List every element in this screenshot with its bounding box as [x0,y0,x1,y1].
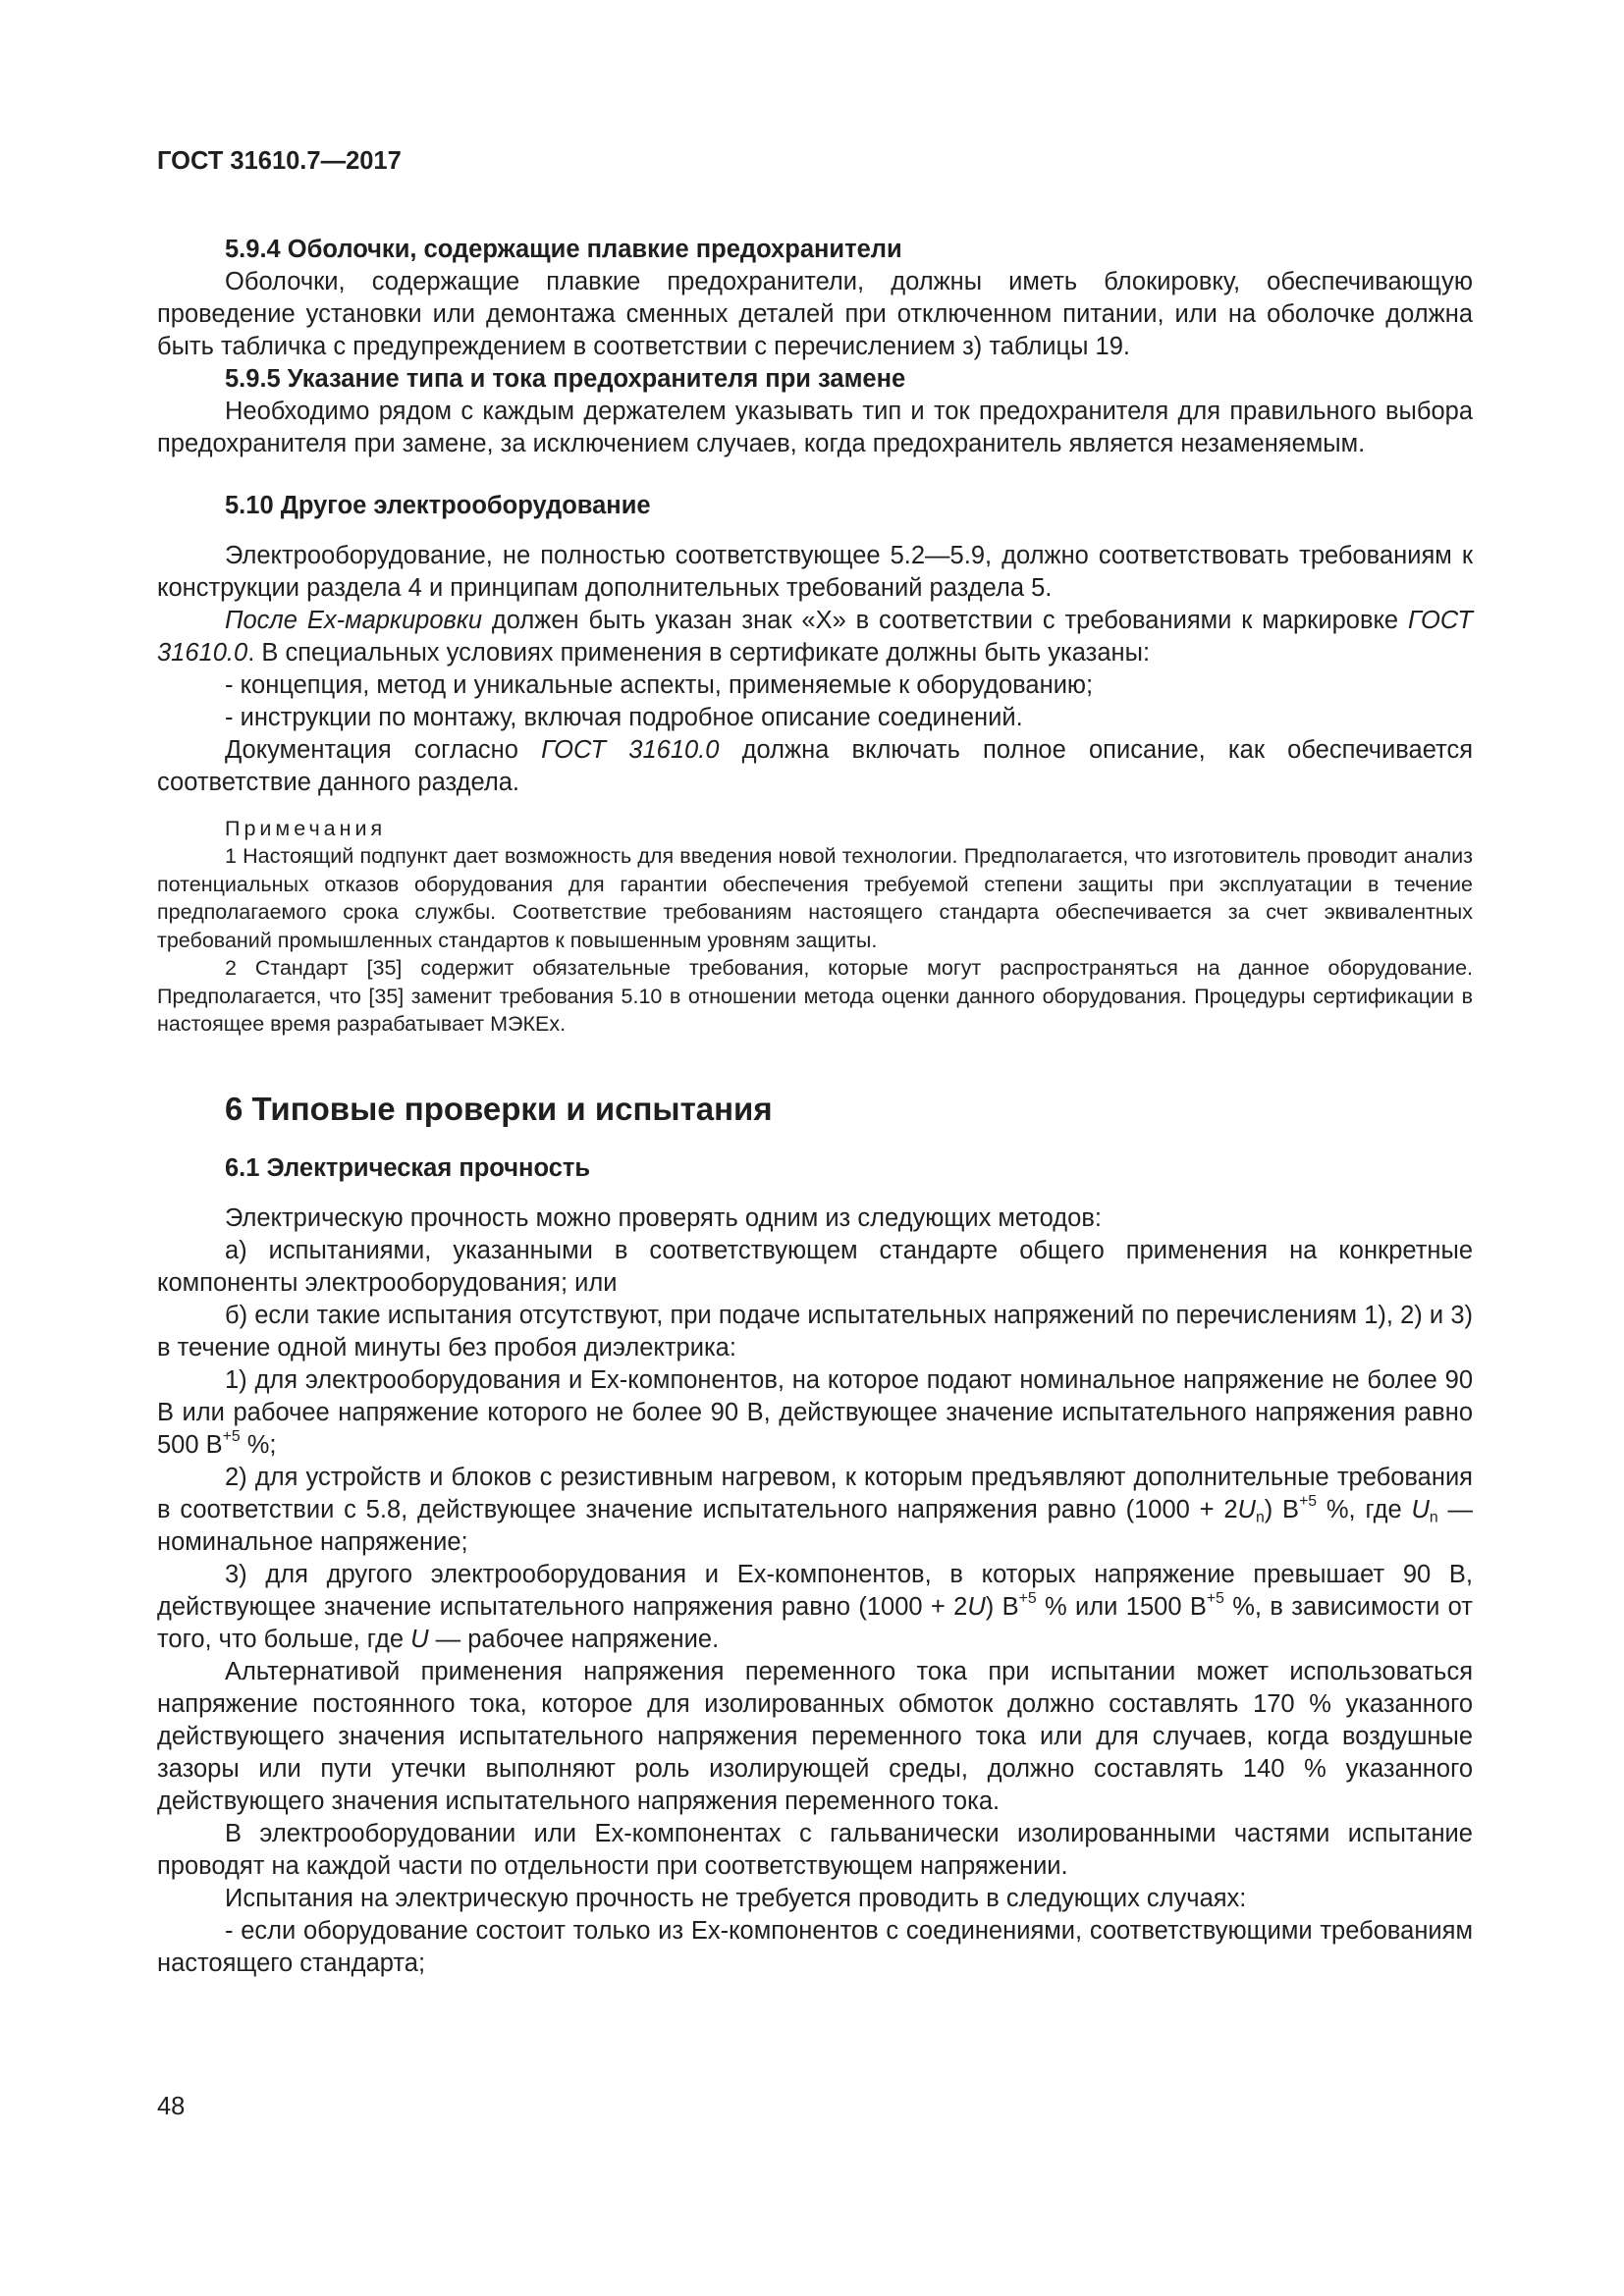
note-1: 1 Настоящий подпункт дает возможность для введения новой технологии. Предполагается, что изготовитель проводит анализ потенциальных отказов оборудования для гарантии обеспечения требуемой степени защиты при эксплуатации в течение предполагаемого срока службы. Соответствие требованиям настоящего стандарта обеспечивается за счет эквивалентных требований промышленных стандартов к повышенным уровням защиты. [157,844,1473,952]
text-span: ) В [985,1592,1019,1621]
section-5-9-5-heading: 5.9.5 Указание типа и тока предохранителя при замене [225,365,906,393]
text-span: — номинальное напряжение; [157,1495,1473,1556]
notes-heading: Примечания [225,817,387,840]
ex-marking-italic: После Ex-маркировки [225,607,483,634]
text-span: должен быть указан знак «X» в соответствии с требованиями к маркировке [482,607,1408,634]
section-5-9-5-paragraph: Необходимо рядом с каждым держателем указывать тип и ток предохранителя для правильного выбора предохранителя при замене, за исключением случаев, когда предохранитель является незаменяемым. [157,398,1473,457]
not-required-paragraph: Испытания на электрическую прочность не требуется проводить в следующих случаях: [225,1884,1247,1912]
gost-reference-italic: ГОСТ 31610.0 [157,607,1473,667]
text-span: . В специальных условиях применения в сертификате должны быть указаны: [247,639,1151,667]
section-6-1-paragraph-1: Электрическую прочность можно проверять одним из следующих методов: [225,1203,1102,1232]
note-2: 2 Стандарт [35] содержит обязательные требования, которые могут распространяться на данное оборудование. Предполагается, что [35] заменит требования 5.10 в отношении метода оценки данного оборудования. Процедуры сертификации в настоящее время разрабатывает МЭКЕх. [157,956,1473,1036]
text-span: ) В [1264,1495,1300,1523]
text-span: %; [240,1430,277,1459]
section-5-10-paragraph-3 [157,734,1473,799]
tolerance-sup: +5 [1206,1589,1224,1607]
method-b: б) если такие испытания отсутствуют, при подаче испытательных напряжений по перечислениям 1), 2) и 3) в течение одной минуты без пробоя диэлектрика: [157,1301,1473,1362]
method-b-item-3 [157,1559,1473,1656]
section-5-10-paragraph-2 [157,605,1473,669]
voltage-symbol: U [967,1592,986,1621]
section-5-9-4-paragraph: Оболочки, содержащие плавкие предохранители, должны иметь блокировку, обеспечивающую проведение установки или демонтажа сменных деталей при отключенном питании, или на оболочке должна быть табличка с предупреждением в соответствии с перечислением з) таблицы 19. [157,268,1473,360]
text-span: — рабочее напряжение. [428,1625,720,1653]
voltage-symbol: U [1237,1495,1256,1523]
method-b-item-1 [157,1364,1473,1462]
tolerance-sup: +5 [1018,1589,1037,1607]
galvanic-isolation-paragraph: В электрооборудовании или Ex-компонентах с гальванически изолированными частями испытание проводят на каждой части по отдельности при соответствующем напряжении. [157,1819,1473,1880]
document-code-header: ГОСТ 31610.7—2017 [157,147,402,175]
voltage-symbol: U [410,1625,429,1653]
method-a: а) испытаниями, указанными в соответствующем стандарте общего применения на конкретные компоненты электрооборудования; или [157,1236,1473,1297]
section-5-10-list-item-2: - инструкции по монтажу, включая подробное описание соединений. [225,704,1023,731]
voltage-subscript: n [1255,1509,1265,1526]
voltage-symbol: U [1411,1495,1430,1523]
page-content [157,145,1473,1980]
tolerance-sup: +5 [1299,1492,1318,1510]
section-5-10-paragraph-1: Электрооборудование, не полностью соответствующее 5.2—5.9, должно соответствовать требованиям к конструкции раздела 4 и принципам дополнительных требований раздела 5. [157,542,1473,602]
text-span: должна включать полное описание, как обеспечивается соответствие данного раздела. [157,736,1474,796]
text-span: %, где [1317,1495,1412,1523]
text-span: Документация согласно [225,736,542,764]
tolerance-sup: +5 [222,1427,241,1445]
section-5-10-list-item-1: - концепция, метод и уникальные аспекты, применяемые к оборудованию; [225,671,1094,699]
method-b-item-2 [157,1462,1473,1559]
voltage-subscript: n [1429,1509,1438,1526]
page-number: 48 [157,2093,186,2120]
section-5-10-heading: 5.10 Другое электрооборудование [225,492,651,519]
section-5-9-4-heading: 5.9.4 Оболочки, содержащие плавкие предохранители [225,236,902,263]
section-6-heading: 6 Типовые проверки и испытания [225,1090,773,1127]
gost-reference-italic: ГОСТ 31610.0 [541,736,720,764]
not-required-list-item: - если оборудование состоит только из Ex-компонентов с соединениями, соответствующими требованиям настоящего стандарта; [157,1916,1473,1977]
text-span: 2) для устройств и блоков с резистивным нагревом, к которым предъявляют дополнительные требования в соответствии с 5.8, действующее значение испытательного напряжения равно (1000 + 2 [157,1463,1473,1523]
text-span: 1) для электрооборудования и Ex-компонентов, на которое подают номинальное напряжение не более 90 В или рабочее напряжение которого не более 90 В, действующее значение испытательного напряжения равно 500 В [157,1365,1473,1459]
text-span: %, в зависимости от того, что больше, где [157,1592,1473,1653]
text-span: 3) для другого электрооборудования и Ex-компонентов, в которых напряжение превышает 90 В, действующее значение испытательного напряжения равно (1000 + 2 [157,1560,1473,1621]
dc-alternative-paragraph: Альтернативой применения напряжения переменного тока при испытании может использоваться напряжение постоянного тока, которое для изолированных обмоток должно составлять 170 % указанного действующего значения испытательного напряжения переменного тока или для случаев, когда воздушные зазоры или пути утечки выполняют роль изолирующей среды, должно составлять 140 % указанного действующего значения испытательного напряжения переменного тока. [157,1657,1473,1815]
text-span: % или 1500 В [1036,1592,1207,1621]
section-6-1-heading: 6.1 Электрическая прочность [225,1153,591,1182]
